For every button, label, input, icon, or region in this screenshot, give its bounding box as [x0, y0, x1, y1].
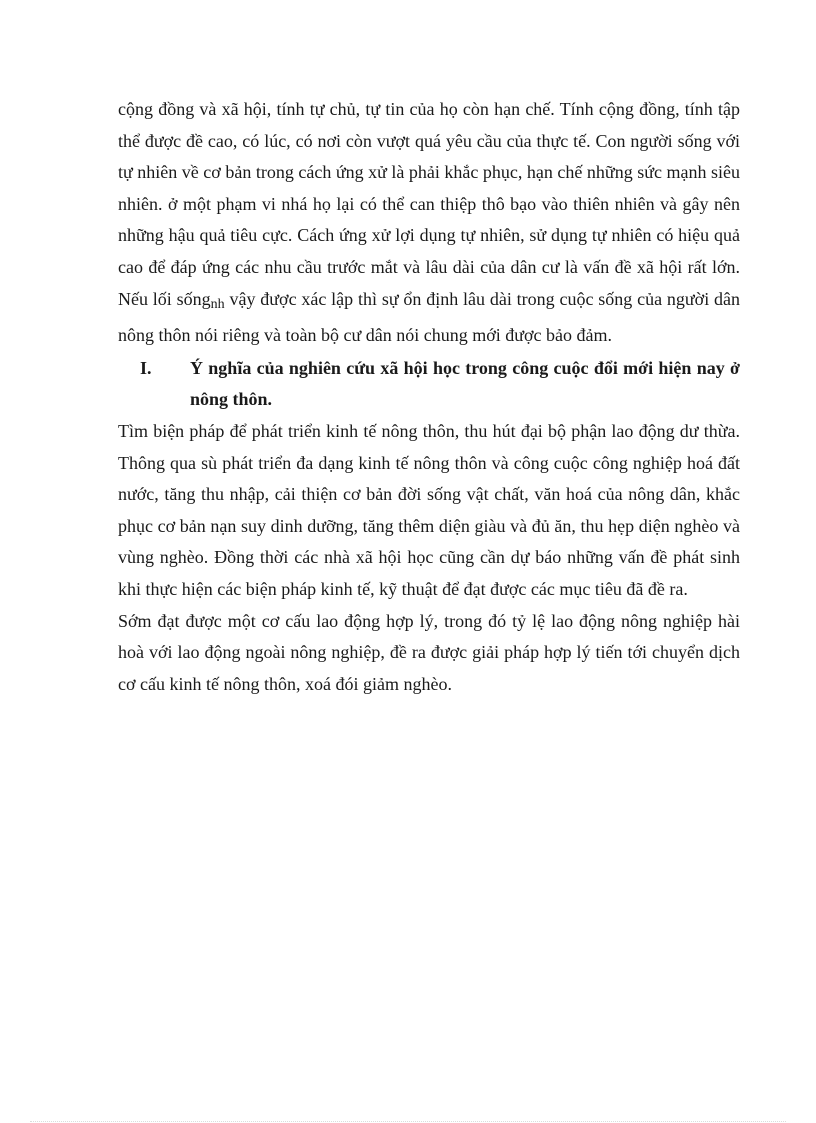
page-bottom-divider	[30, 1121, 786, 1122]
section-number: I.	[140, 357, 152, 378]
intro-paragraph-text-end: vậy được xác lập thì sự ổn định lâu dài trong cuộc sống của người dân nông thôn nói riêng và toàn bộ cư dân nói chung mới được bảo đảm.	[118, 288, 741, 346]
intro-subscript-text: nh	[210, 296, 225, 312]
section-title: Ý nghĩa của nghiên cứu xã hội học trong công cuộc đổi mới hiện nay ở nông thôn.	[190, 357, 740, 410]
document-body	[118, 94, 740, 700]
body-paragraph-3: Sớm đạt được một cơ cấu lao động hợp lý, trong đó tỷ lệ lao động nông nghiệp hài hoà với lao động ngoài nông nghiệp, đề ra được giải pháp hợp lý tiến tới chuyển dịch cơ cấu kinh tế nông thôn, xoá đói giảm nghèo.	[118, 610, 740, 694]
intro-paragraph	[118, 94, 740, 352]
section-heading	[118, 353, 740, 416]
body-paragraph-2: Tìm biện pháp để phát triển kinh tế nông thôn, thu hút đại bộ phận lao động dư thừa. Thông qua sù phát triển đa dạng kinh tế nông thôn và công cuộc công nghiệp hoá đất nước, tăng thu nhập, cải thiện cơ bản đời sống vật chất, văn hoá của nông dân, khắc phục cơ bản nạn suy dinh dưỡng, tăng thêm diện giàu và đủ ăn, thu hẹp diện nghèo và vùng nghèo. Đồng thời các nhà xã hội học cũng cần dự báo những vấn đề phát sinh khi thực hiện các biện pháp kinh tế, kỹ thuật để đạt được các mục tiêu đã đề ra.	[118, 420, 740, 599]
intro-paragraph-text-start: cộng đồng và xã hội, tính tự chủ, tự tin của họ còn hạn chế. Tính cộng đồng, tính tập thể được đề cao, có lúc, có nơi còn vượt quá yêu cầu của thực tế. Con người sống với tự nhiên về cơ bản trong cách ứng xử là phải khắc phục, hạn chế những sức mạnh siêu nhiên. ở một phạm vi nhá họ lại có thể can thiệp thô bạo vào thiên nhiên và gây nên những hậu quả tiêu cực. Cách ứng xử lợi dụng tự nhiên, sử dụng tự nhiên có hiệu quả cao để đáp ứng các nhu cầu trước mắt và lâu dài của dân cư là vấn đề xã hội rất lớn. Nếu lối sống	[118, 99, 740, 309]
